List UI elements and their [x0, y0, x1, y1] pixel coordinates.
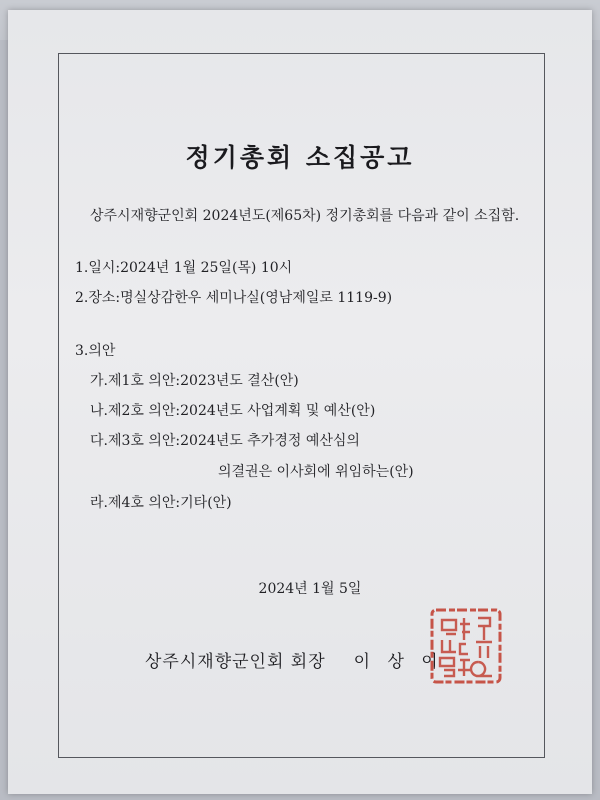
document-title: 정기총회 소집공고 [185, 143, 415, 172]
intro-text: 상주시재향군인회 2024년도(제65차) 정기총회를 다음과 같이 소집함. [90, 208, 520, 224]
official-seal-stamp [428, 606, 504, 686]
signer-organization: 상주시재향군인회 회장 [145, 652, 326, 672]
agenda-item-4: 라.제4호 의안:기타(안) [90, 495, 232, 511]
agenda-item-3-continued: 의결권은 이사회에 위임하는(안) [218, 464, 414, 480]
agenda-heading: 3.의안 [75, 343, 116, 359]
agenda-item-3: 다.제3호 의안:2024년도 추가경정 예산심의 [90, 433, 360, 449]
meeting-date-line: 1.일시:2024년 1월 25일(목) 10시 [75, 260, 293, 276]
agenda-item-2: 나.제2호 의안:2024년도 사업계획 및 예산(안) [90, 403, 376, 419]
meeting-place-line: 2.장소:명실상감한우 세미나실(영남제일로 1119-9) [75, 290, 393, 306]
issue-date: 2024년 1월 5일 [258, 581, 362, 597]
signature-block [145, 647, 444, 672]
signer-name: 이 상 이 [353, 652, 444, 672]
agenda-item-1: 가.제1호 의안:2023년도 결산(안) [90, 373, 299, 389]
